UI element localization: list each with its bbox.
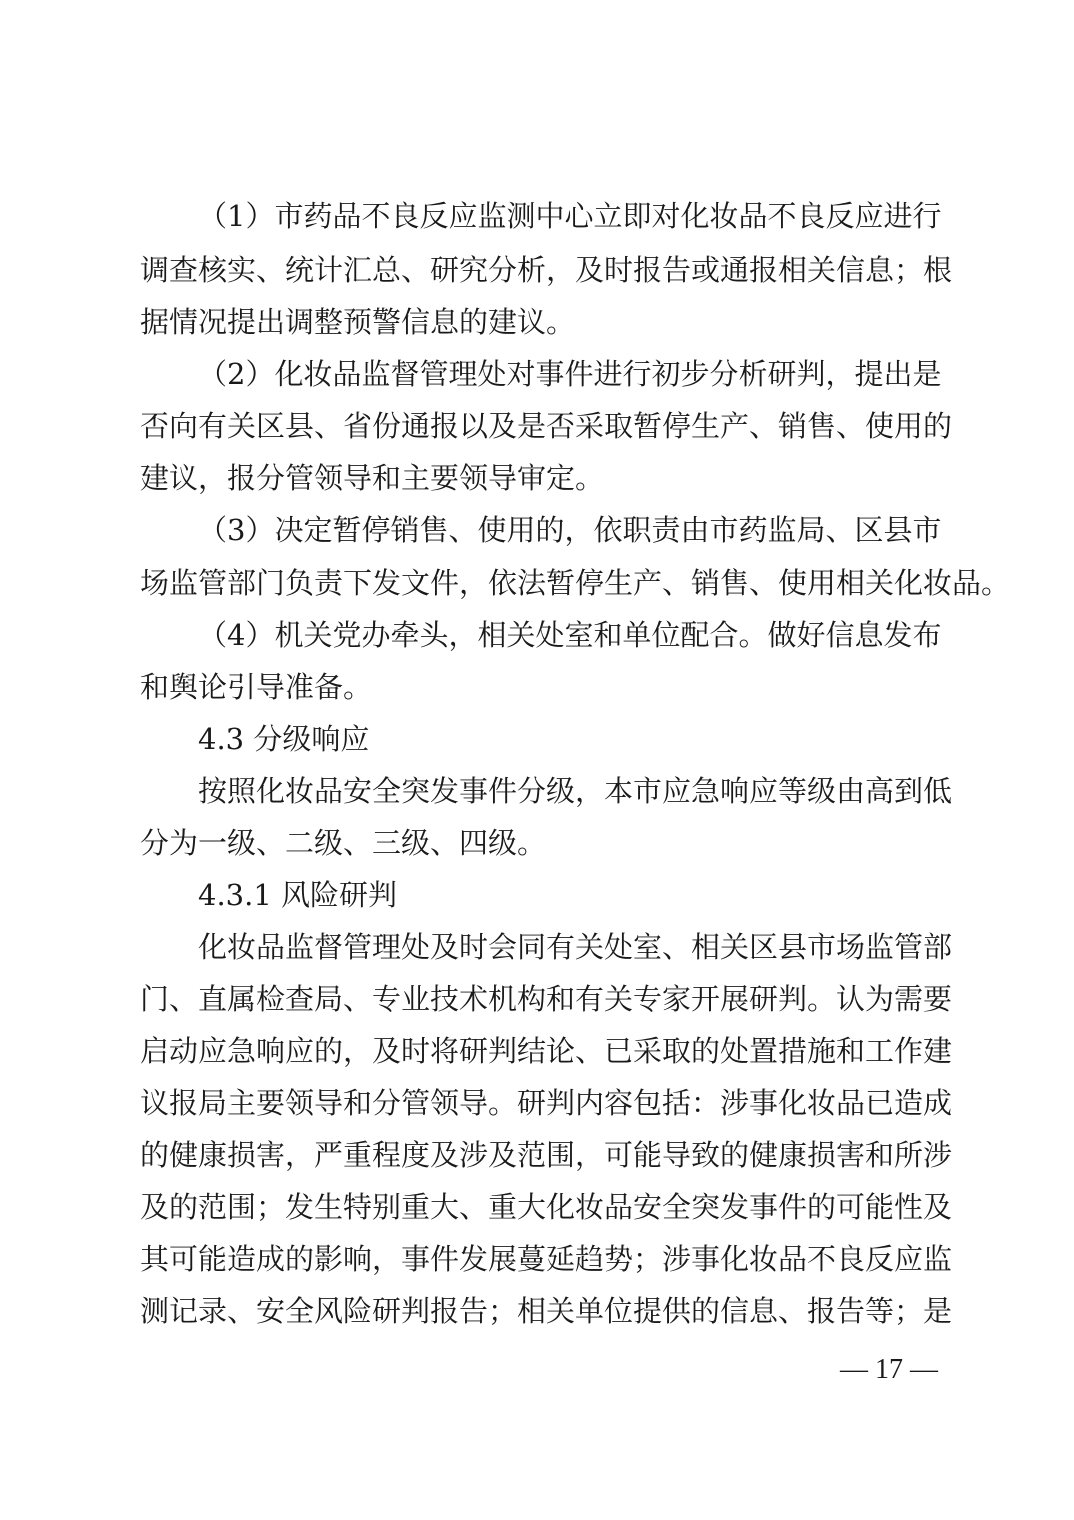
paragraph-line: 分为一级、二级、三级、四级。 <box>140 826 547 860</box>
paragraph-line: 和舆论引导准备。 <box>140 670 373 704</box>
paragraph-line: 门、直属检查局、专业技术机构和有关专家开展研判。认为需要 <box>140 982 953 1016</box>
paragraph-line: （4）机关党办牵头，相关处室和单位配合。做好信息发布 <box>198 618 942 652</box>
section-heading: 4.3 分级响应 <box>198 722 370 756</box>
paragraph-line: 按照化妆品安全突发事件分级，本市应急响应等级由高到低 <box>198 774 953 808</box>
paragraph-line: 其可能造成的影响，事件发展蔓延趋势；涉事化妆品不良反应监 <box>140 1242 953 1276</box>
paragraph-line: 测记录、安全风险研判报告；相关单位提供的信息、报告等；是 <box>140 1294 953 1328</box>
page-number: — 17 — <box>840 1354 938 1385</box>
paragraph-line: 据情况提出调整预警信息的建议。 <box>140 305 576 339</box>
paragraph-line: 场监管部门负责下发文件，依法暂停生产、销售、使用相关化妆品。 <box>140 566 1011 600</box>
subsection-heading: 4.3.1 风险研判 <box>198 878 398 912</box>
paragraph-line: 及的范围；发生特别重大、重大化妆品安全突发事件的可能性及 <box>140 1190 953 1224</box>
paragraph-line: （3）决定暂停销售、使用的，依职责由市药监局、区县市 <box>198 513 942 547</box>
paragraph-line: 的健康损害，严重程度及涉及范围，可能导致的健康损害和所涉 <box>140 1138 953 1172</box>
paragraph-line: 化妆品监督管理处及时会同有关处室、相关区县市场监管部 <box>198 930 953 964</box>
paragraph-line: （1）市药品不良反应监测中心立即对化妆品不良反应进行 <box>198 199 942 233</box>
paragraph-line: 议报局主要领导和分管领导。研判内容包括：涉事化妆品已造成 <box>140 1086 953 1120</box>
paragraph-line: （2）化妆品监督管理处对事件进行初步分析研判，提出是 <box>198 357 942 391</box>
paragraph-line: 启动应急响应的，及时将研判结论、已采取的处置措施和工作建 <box>140 1034 953 1068</box>
paragraph-line: 调查核实、统计汇总、研究分析，及时报告或通报相关信息；根 <box>140 253 953 287</box>
paragraph-line: 否向有关区县、省份通报以及是否采取暂停生产、销售、使用的 <box>140 409 953 443</box>
paragraph-line: 建议，报分管领导和主要领导审定。 <box>140 461 605 495</box>
